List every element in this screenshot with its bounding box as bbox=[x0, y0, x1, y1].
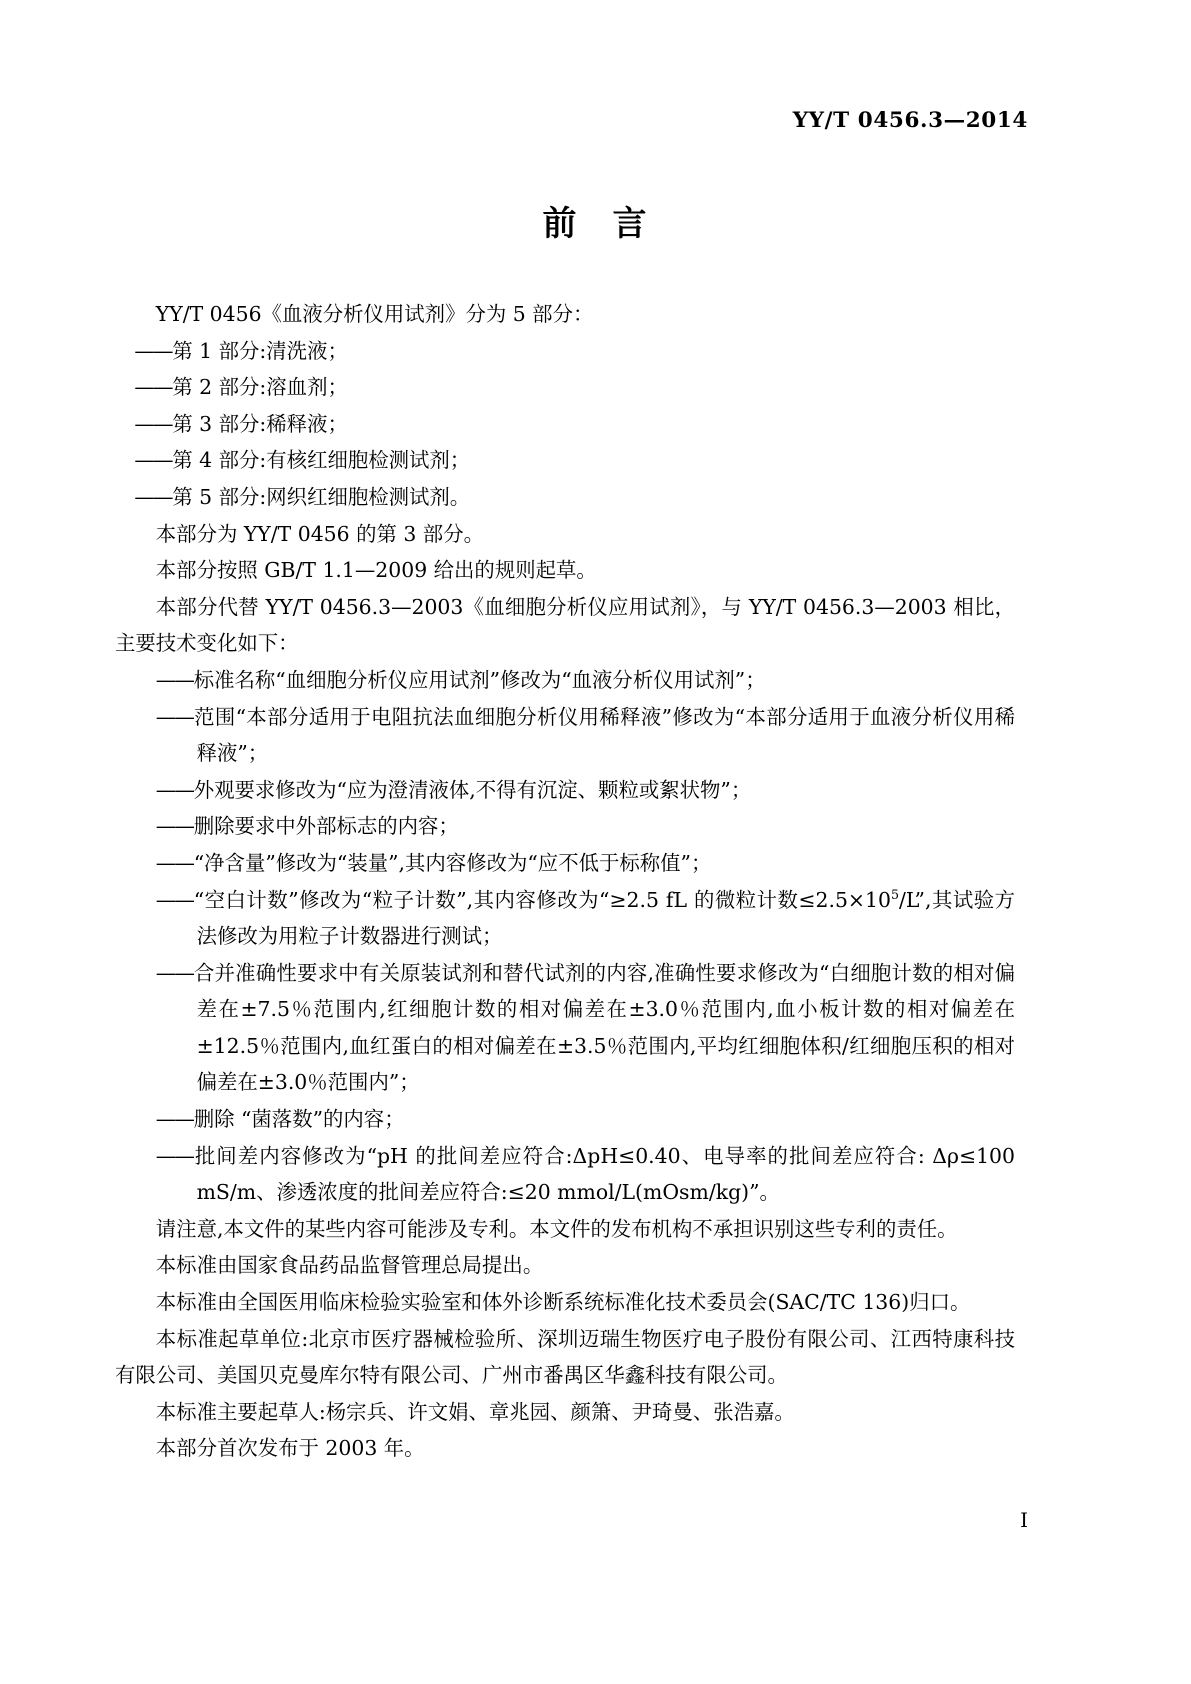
dash-marker: —— bbox=[155, 777, 194, 802]
changes-list bbox=[115, 662, 1015, 1211]
dash-marker: —— bbox=[134, 448, 172, 473]
paragraph: 本标准主要起草人:杨宗兵、许文娟、章兆园、颜箫、尹琦曼、张浩嘉。 bbox=[155, 1399, 795, 1424]
list-item bbox=[115, 882, 1015, 955]
list-item-text: 第 1 部分:清洗液； bbox=[172, 338, 348, 363]
dash-marker: —— bbox=[155, 667, 194, 692]
intro-lead: YY/T 0456《血液分析仪用试剂》分为 5 部分： bbox=[155, 302, 594, 326]
list-item bbox=[115, 369, 1015, 406]
list-item-text: 批间差内容修改为“pH 的批间差应符合:ΔpH≤0.40、电导率的批间差应符合: Δρ≤100 mS/m、渗透浓度的批间差应符合:≤20 mmol/L(mOsm/kg)”。 bbox=[193, 1143, 1015, 1205]
dash-marker: —— bbox=[155, 887, 194, 912]
list-item-text-before-superscript: “空白计数”修改为“粒子计数”,其内容修改为“≥2.5 fL 的微粒计数≤2.5×10 bbox=[193, 887, 891, 912]
exponent-superscript: 5 bbox=[890, 886, 900, 902]
list-item-text: 删除要求中外部标志的内容； bbox=[193, 814, 459, 839]
paragraph: 本标准由全国医用临床检验实验室和体外诊断系统标准化技术委员会(SAC/TC 136)归口。 bbox=[155, 1290, 971, 1315]
list-item bbox=[115, 479, 1015, 516]
list-item bbox=[115, 845, 1015, 882]
list-item-text: 第 3 部分:稀释液； bbox=[172, 411, 348, 436]
page-footer bbox=[0, 1508, 1191, 1532]
list-item bbox=[115, 808, 1015, 845]
dash-marker: —— bbox=[155, 814, 194, 839]
list-item bbox=[115, 699, 1015, 772]
dash-marker: —— bbox=[155, 1107, 194, 1132]
dash-marker: —— bbox=[134, 375, 172, 400]
parts-list bbox=[115, 333, 1015, 516]
dash-marker: —— bbox=[134, 411, 172, 436]
paragraph: 请注意,本文件的某些内容可能涉及专利。本文件的发布机构不承担识别这些专利的责任。 bbox=[155, 1216, 958, 1241]
list-item-text: 删除 “菌落数”的内容； bbox=[193, 1107, 405, 1132]
paragraph: 本标准起草单位:北京市医疗器械检验所、深圳迈瑞生物医疗电子股份有限公司、江西特康科技有限公司、美国贝克曼库尔特有限公司、广州市番禺区华鑫科技有限公司。 bbox=[115, 1326, 1015, 1388]
list-item bbox=[115, 406, 1015, 443]
list-item-text-after-superscript: /L”,其试验方法修改为用粒子计数器进行测试； bbox=[196, 887, 1015, 949]
list-item bbox=[115, 955, 1015, 1101]
list-item bbox=[115, 1101, 1015, 1138]
list-item-text: 范围“本部分适用于电阻抗法血细胞分析仪用稀释液”修改为“本部分适用于血液分析仪用稀释液”； bbox=[193, 704, 1015, 766]
dash-marker: —— bbox=[155, 704, 194, 729]
dash-marker: —— bbox=[134, 338, 172, 363]
page-number: I bbox=[1020, 1508, 1028, 1532]
page-header bbox=[0, 108, 1191, 138]
paragraph: 本部分按照 GB/T 1.1—2009 给出的规则起草。 bbox=[155, 558, 597, 583]
dash-marker: —— bbox=[155, 850, 194, 875]
dash-marker: —— bbox=[155, 1143, 194, 1168]
dash-marker: —— bbox=[155, 960, 194, 985]
list-item-text: 第 5 部分:网织红细胞检测试剂。 bbox=[172, 484, 471, 509]
paragraph: 本部分代替 YY/T 0456.3—2003《血细胞分析仪应用试剂》，与 YY/T 0456.3—2003 相比，主要技术变化如下： bbox=[115, 594, 1015, 656]
page-title-char-1: 前 bbox=[542, 204, 579, 244]
list-item bbox=[115, 333, 1015, 370]
list-item bbox=[115, 772, 1015, 809]
list-item-text: 第 2 部分:溶血剂； bbox=[172, 375, 348, 400]
paragraph: 本部分为 YY/T 0456 的第 3 部分。 bbox=[155, 521, 484, 546]
list-item-text: 合并准确性要求中有关原装试剂和替代试剂的内容,准确性要求修改为“白细胞计数的相对偏差在±7.5％范围内,红细胞计数的相对偏差在±3.0％范围内,血小板计数的相对偏差在±12.5％范围内,血红蛋白的相对偏差在±3.5％范围内,平均红细胞体积/红细胞压积的相对偏差在±3.0％范围内”； bbox=[193, 960, 1015, 1095]
page-title bbox=[0, 196, 1191, 245]
paragraph: 本部分首次发布于 2003 年。 bbox=[155, 1436, 425, 1461]
standard-code: YY/T 0456.3—2014 bbox=[792, 108, 1028, 133]
list-item-text: 标准名称“血细胞分析仪应用试剂”修改为“血液分析仪用试剂”； bbox=[193, 667, 766, 692]
list-item bbox=[115, 442, 1015, 479]
list-item-text: “净含量”修改为“装量”,其内容修改为“应不低于标称值”； bbox=[193, 850, 712, 875]
list-item-text: 外观要求修改为“应为澄清液体,不得有沉淀、颗粒或絮状物”； bbox=[193, 777, 752, 802]
list-item bbox=[115, 1138, 1015, 1211]
page-title-char-2: 言 bbox=[612, 204, 649, 244]
dash-marker: —— bbox=[134, 484, 172, 509]
list-item bbox=[115, 662, 1015, 699]
document-body bbox=[115, 296, 1015, 1467]
paragraph: 本标准由国家食品药品监督管理总局提出。 bbox=[155, 1253, 544, 1278]
list-item-text: 第 4 部分:有核红细胞检测试剂； bbox=[172, 448, 471, 473]
